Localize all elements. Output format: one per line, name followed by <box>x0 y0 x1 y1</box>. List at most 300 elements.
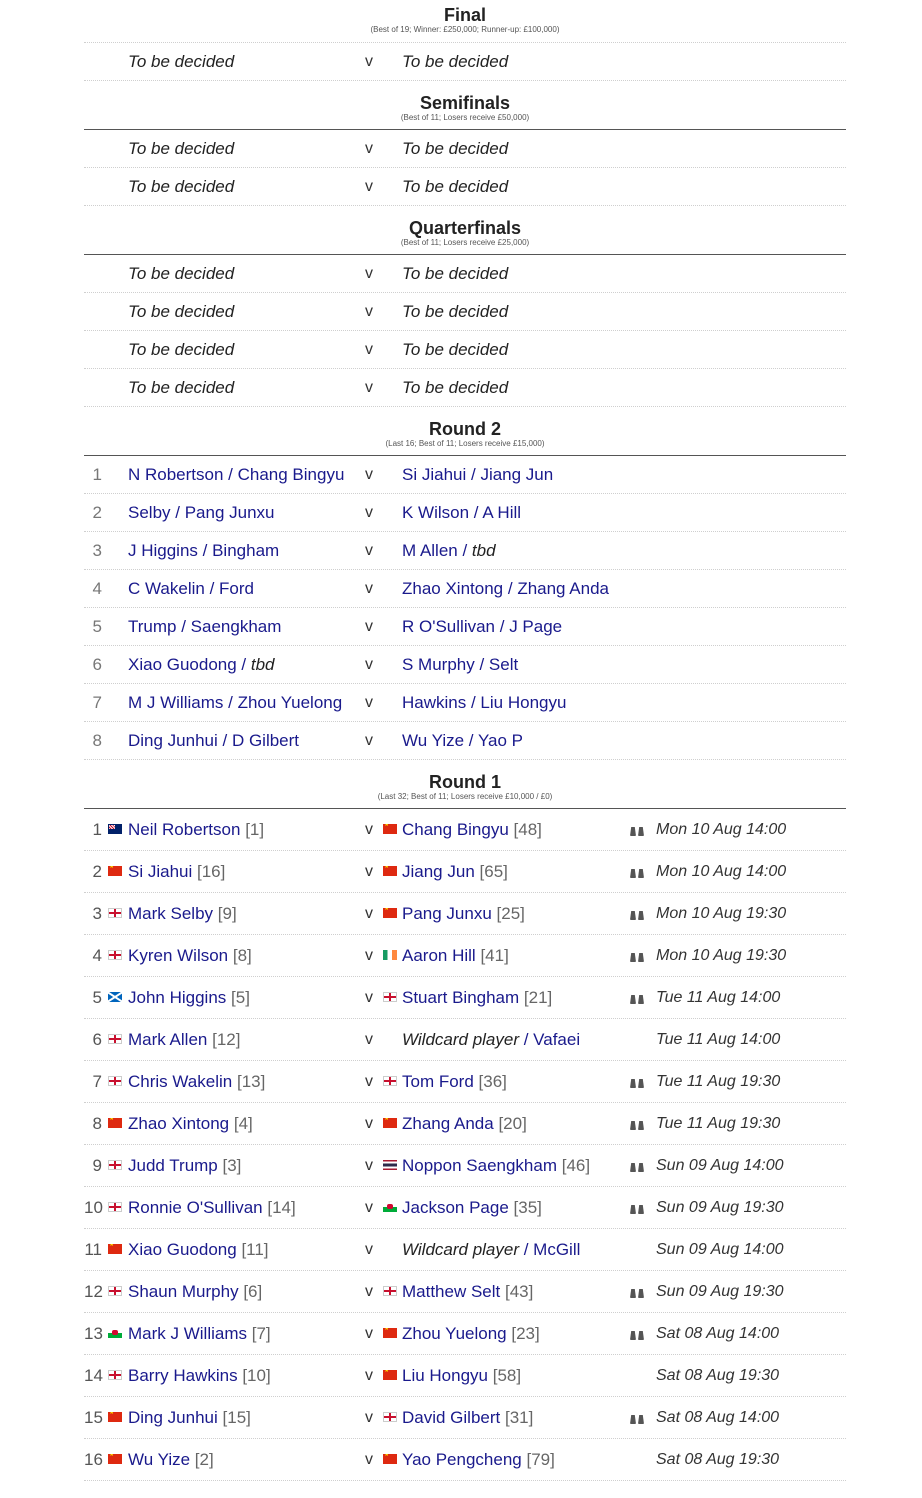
player-one <box>128 809 264 851</box>
round2-list <box>84 456 846 760</box>
player-link[interactable]: Saengkham <box>190 617 282 636</box>
player-one <box>128 1271 262 1313</box>
match-number: 6 <box>92 655 102 674</box>
player-link[interactable]: N Robertson <box>128 465 224 484</box>
flag-chn-icon <box>383 866 397 876</box>
round2-match <box>84 494 846 532</box>
seed-label: [8] <box>232 946 252 965</box>
versus-label: v <box>365 1409 373 1426</box>
match-right-player: To be decided <box>402 264 509 283</box>
flag-image <box>383 992 397 1002</box>
player-one <box>128 1145 241 1187</box>
player-one <box>128 851 225 893</box>
seed-label: [23] <box>511 1324 540 1343</box>
seed-label: [79] <box>526 1450 555 1469</box>
round2-match <box>84 570 846 608</box>
player-one <box>128 1397 251 1439</box>
match-number: 11 <box>84 1240 102 1259</box>
round2-match <box>84 684 846 722</box>
flag-image <box>108 824 122 834</box>
seed-label: [14] <box>267 1198 296 1217</box>
flag-wal-icon <box>108 1328 122 1338</box>
round1-match <box>84 1145 846 1187</box>
player-link[interactable]: Selby <box>128 503 171 522</box>
player-two <box>402 1229 580 1271</box>
round1-subtitle: (Last 32; Best of 11; Losers receive £10,000 / £0) <box>377 792 553 801</box>
flag-image <box>383 1160 397 1170</box>
player-one <box>128 1187 296 1229</box>
match-number: 8 <box>92 731 102 750</box>
tv-broadcast-icon <box>629 1328 645 1340</box>
round1-list <box>84 809 846 1481</box>
match-number: 7 <box>92 1072 102 1091</box>
match-right-player: To be decided <box>402 139 509 158</box>
match-number: 12 <box>84 1282 103 1301</box>
player-link[interactable]: Barry Hawkins <box>128 1366 238 1385</box>
player-link[interactable]: Mark J Williams <box>128 1324 247 1343</box>
flag-image <box>383 866 397 876</box>
versus-label: v <box>365 1325 373 1342</box>
versus-label: v <box>365 542 373 559</box>
round1-match <box>84 977 846 1019</box>
match-left-player: To be decided <box>128 139 235 158</box>
separator: / <box>519 1240 534 1259</box>
flag-image <box>108 1370 122 1380</box>
versus-label: v <box>365 732 373 749</box>
match-left-player: To be decided <box>128 177 235 196</box>
match-time: Mon 10 Aug 19:30 <box>656 905 787 922</box>
seed-label: [46] <box>561 1156 591 1175</box>
player-link[interactable]: M Allen <box>402 541 458 560</box>
versus-label: v <box>365 178 373 195</box>
player-link[interactable]: McGill <box>533 1240 581 1259</box>
tv-icon-shape <box>629 1118 645 1130</box>
player-two <box>402 935 509 977</box>
match-right-pair: Wu Yize / Yao P <box>402 731 523 750</box>
flag-chn-icon <box>108 1118 122 1128</box>
player-link[interactable]: S Murphy <box>402 655 475 674</box>
flag-wal-icon <box>383 1202 397 1212</box>
player-link[interactable]: Si Jiahui <box>402 465 467 484</box>
flag-eng-icon <box>108 1370 122 1380</box>
flag-chn-icon <box>383 1118 397 1128</box>
match-number: 6 <box>92 1030 102 1049</box>
player-link[interactable]: John Higgins <box>128 988 227 1007</box>
versus-label: v <box>365 265 373 282</box>
flag-image <box>108 1412 122 1422</box>
player-link[interactable]: Stuart Bingham <box>402 988 520 1007</box>
seed-label: [65] <box>479 862 508 881</box>
player-two <box>402 1061 507 1103</box>
flag-image <box>108 1076 122 1086</box>
player-link[interactable]: Jackson Page <box>402 1198 509 1217</box>
match-time: Sun 09 Aug 14:00 <box>656 1241 784 1258</box>
match-right-pair: K Wilson / A Hill <box>402 503 522 522</box>
match-time: Sat 08 Aug 14:00 <box>656 1409 780 1426</box>
flag-image <box>108 1202 122 1212</box>
player-link[interactable]: R O'Sullivan <box>402 617 496 636</box>
tv-icon-shape <box>629 1076 645 1088</box>
player-link[interactable]: Chang Bingyu <box>237 465 345 484</box>
player-link[interactable]: Ford <box>219 579 254 598</box>
match-time: Sat 08 Aug 19:30 <box>656 1367 780 1384</box>
versus-label: v <box>365 303 373 320</box>
match-number: 2 <box>92 862 102 881</box>
tv-broadcast-icon <box>629 1286 645 1298</box>
flag-eng-icon <box>383 1076 397 1086</box>
flag-eng-icon <box>108 1202 122 1212</box>
final-title: Final <box>443 5 486 25</box>
player-link[interactable]: Trump <box>128 617 177 636</box>
player-one <box>128 1061 265 1103</box>
match-right-player: To be decided <box>402 52 509 71</box>
player-link[interactable]: Chris Wakelin <box>128 1072 233 1091</box>
player-one <box>128 935 252 977</box>
versus-label: v <box>365 580 373 597</box>
tv-broadcast-icon <box>629 866 645 878</box>
versus-label: v <box>365 1241 373 1258</box>
player-one <box>128 893 237 935</box>
quarterfinal-match <box>84 255 846 293</box>
player-link[interactable]: Kyren Wilson <box>128 946 229 965</box>
player-two <box>402 1397 533 1439</box>
flag-image <box>108 1118 122 1128</box>
player-link[interactable]: Shaun Murphy <box>128 1282 239 1301</box>
player-link[interactable]: A Hill <box>482 503 522 522</box>
player-link[interactable]: Mark Selby <box>128 904 214 923</box>
seed-label: [58] <box>492 1366 522 1385</box>
player-two <box>402 1103 527 1145</box>
tv-broadcast-icon <box>629 824 645 836</box>
seed-label: [15] <box>222 1408 251 1427</box>
flag-image <box>383 1412 397 1422</box>
tv-broadcast-icon <box>629 1076 645 1088</box>
seed-label: [10] <box>242 1366 271 1385</box>
flag-eng-icon <box>108 1286 122 1296</box>
match-time: Mon 10 Aug 14:00 <box>656 821 787 838</box>
tv-broadcast-icon <box>629 1118 645 1130</box>
flag-chn-icon <box>108 1412 122 1422</box>
flag-image <box>383 1370 397 1380</box>
versus-label: v <box>365 947 373 964</box>
match-left-pair: N Robertson / Chang Bingyu <box>128 465 345 484</box>
semifinals-subtitle: (Best of 11; Losers receive £50,000) <box>400 113 530 122</box>
player-link[interactable]: Vafaei <box>533 1030 581 1049</box>
match-number: 5 <box>92 617 102 636</box>
versus-label: v <box>365 618 373 635</box>
player-link[interactable]: Matthew Selt <box>402 1282 501 1301</box>
match-left-pair: J Higgins / Bingham <box>128 541 280 560</box>
player-link[interactable]: Xiao Guodong <box>128 1240 237 1259</box>
player-link[interactable]: Hawkins <box>402 693 467 712</box>
flag-image <box>108 1286 122 1296</box>
player-one <box>128 1103 253 1145</box>
match-time: Tue 11 Aug 19:30 <box>656 1115 781 1132</box>
tv-icon-shape <box>629 908 645 920</box>
player-link[interactable]: Yao Pengcheng <box>402 1450 522 1469</box>
bracket <box>84 0 846 1481</box>
flag-eng-icon <box>383 1286 397 1296</box>
round1-match <box>84 1271 846 1313</box>
seed-label: [43] <box>505 1282 534 1301</box>
round1-match <box>84 1019 846 1061</box>
round1-match <box>84 1439 846 1481</box>
flag-chn-icon <box>108 866 122 876</box>
round2-match <box>84 456 846 494</box>
player-link[interactable]: Selt <box>488 655 519 674</box>
tv-icon-shape <box>629 1328 645 1340</box>
player-link[interactable]: Zhang Anda <box>517 579 610 598</box>
player-link[interactable]: Pang Junxu <box>402 904 492 923</box>
flag-eng-icon <box>108 950 122 960</box>
round2-match <box>84 646 846 684</box>
round2-match <box>84 722 846 760</box>
player-link[interactable]: Yao P <box>477 731 523 750</box>
player-two <box>402 851 508 893</box>
flag-eng-icon <box>108 1034 122 1044</box>
match-number: 13 <box>84 1324 103 1343</box>
round2-header <box>84 407 846 455</box>
seed-label: [31] <box>505 1408 534 1427</box>
tv-icon-shape <box>629 1160 645 1172</box>
round1-match <box>84 851 846 893</box>
match-number: 14 <box>84 1366 103 1385</box>
wildcard-label: Wildcard player <box>402 1240 519 1259</box>
quarterfinal-match <box>84 293 846 331</box>
player-link[interactable]: Chang Bingyu <box>402 820 509 839</box>
flag-chn-icon <box>108 1244 122 1254</box>
seed-label: [25] <box>496 904 525 923</box>
round1-match <box>84 1313 846 1355</box>
player-link[interactable]: Noppon Saengkham <box>402 1156 558 1175</box>
seed-label: [41] <box>480 946 509 965</box>
flag-image <box>108 950 122 960</box>
final-match <box>84 43 846 81</box>
round1-match <box>84 1187 846 1229</box>
player-link[interactable]: Liu Hongyu <box>480 693 567 712</box>
flag-image <box>383 1328 397 1338</box>
player-link[interactable]: Ronnie O'Sullivan <box>128 1198 263 1217</box>
player-one <box>128 1019 240 1061</box>
player-link[interactable]: Zhang Anda <box>402 1114 494 1133</box>
round2-match <box>84 608 846 646</box>
round1-match <box>84 1103 846 1145</box>
player-link[interactable]: Mark Allen <box>128 1030 208 1049</box>
versus-label: v <box>365 1073 373 1090</box>
versus-label: v <box>365 1283 373 1300</box>
versus-label: v <box>365 656 373 673</box>
player-link[interactable]: M J Williams <box>128 693 224 712</box>
match-right-player: To be decided <box>402 378 509 397</box>
tv-broadcast-icon <box>629 992 645 1004</box>
match-number: 5 <box>92 988 102 1007</box>
versus-label: v <box>365 1367 373 1384</box>
match-number: 2 <box>92 503 102 522</box>
match-left-player: To be decided <box>128 52 235 71</box>
tv-icon-shape <box>629 1412 645 1424</box>
player-link[interactable]: Judd Trump <box>128 1156 218 1175</box>
flag-image <box>108 1454 122 1464</box>
match-left-pair: C Wakelin / Ford <box>128 579 254 598</box>
match-number: 3 <box>92 541 102 560</box>
flag-image <box>383 1076 397 1086</box>
match-number: 16 <box>84 1450 103 1469</box>
player-link[interactable]: Jiang Jun <box>402 862 475 881</box>
player-one <box>128 1355 271 1397</box>
match-time: Tue 11 Aug 14:00 <box>656 989 781 1006</box>
player-link[interactable]: Pang Junxu <box>184 503 275 522</box>
flag-image <box>383 1118 397 1128</box>
player-two <box>402 1145 590 1187</box>
round1-match <box>84 935 846 977</box>
match-left-pair: Xiao Guodong / tbd <box>128 655 275 674</box>
player-two <box>402 1439 555 1481</box>
match-time: Sun 09 Aug 19:30 <box>656 1199 784 1216</box>
player-two <box>402 893 525 935</box>
semifinal-match <box>84 130 846 168</box>
match-left-player: To be decided <box>128 378 235 397</box>
seed-label: [48] <box>513 820 542 839</box>
semifinals-header <box>84 81 846 129</box>
tv-icon-shape <box>629 866 645 878</box>
flag-eng-icon <box>108 1160 122 1170</box>
versus-label: v <box>365 905 373 922</box>
match-time: Mon 10 Aug 19:30 <box>656 947 787 964</box>
player-link[interactable]: C Wakelin <box>128 579 205 598</box>
match-time: Sat 08 Aug 19:30 <box>656 1451 780 1468</box>
round1-match <box>84 1229 846 1271</box>
player-link[interactable]: J Page <box>509 617 563 636</box>
tv-icon-shape <box>629 1286 645 1298</box>
round1-match <box>84 1397 846 1439</box>
flag-image <box>383 824 397 834</box>
player-link[interactable]: Zhou Yuelong <box>237 693 343 712</box>
versus-label: v <box>365 1199 373 1216</box>
seed-label: [5] <box>231 988 250 1007</box>
match-right-pair: S Murphy / Selt <box>402 655 519 674</box>
player-link[interactable]: D Gilbert <box>231 731 300 750</box>
tbd-label: tbd <box>250 655 275 674</box>
player-link[interactable]: Ding Junhui <box>128 731 218 750</box>
semifinal-match <box>84 168 846 206</box>
player-link[interactable]: Liu Hongyu <box>402 1366 489 1385</box>
seed-label: [9] <box>217 904 237 923</box>
match-left-player: To be decided <box>128 340 235 359</box>
player-link[interactable]: Zhou Yuelong <box>402 1324 507 1343</box>
player-link[interactable]: Wu Yize <box>128 1450 191 1469</box>
player-two <box>402 1313 540 1355</box>
player-link[interactable]: Zhao Xintong <box>402 579 504 598</box>
player-link[interactable]: Si Jiahui <box>128 862 193 881</box>
player-link[interactable]: J Higgins <box>128 541 198 560</box>
player-one <box>128 977 250 1019</box>
versus-label: v <box>365 863 373 880</box>
flag-eng-icon <box>108 908 122 918</box>
seed-label: [20] <box>498 1114 527 1133</box>
match-time: Mon 10 Aug 14:00 <box>656 863 787 880</box>
player-link[interactable]: K Wilson <box>402 503 470 522</box>
flag-eng-icon <box>383 1412 397 1422</box>
match-right-player: To be decided <box>402 340 509 359</box>
match-number: 1 <box>92 820 102 839</box>
tv-icon-shape <box>629 1202 645 1214</box>
match-right-pair: Zhao Xintong / Zhang Anda <box>402 579 610 598</box>
versus-label: v <box>365 821 373 838</box>
player-one <box>128 1229 269 1271</box>
player-link[interactable]: Tom Ford <box>402 1072 474 1091</box>
versus-label: v <box>365 1115 373 1132</box>
round1-match <box>84 1061 846 1103</box>
versus-label: v <box>365 1031 373 1048</box>
player-one <box>128 1313 271 1355</box>
tv-icon-shape <box>629 950 645 962</box>
player-link[interactable]: David Gilbert <box>402 1408 501 1427</box>
seed-label: [11] <box>241 1240 269 1259</box>
flag-aus-icon <box>108 824 122 834</box>
seed-label: [16] <box>197 862 226 881</box>
tv-broadcast-icon <box>629 1412 645 1424</box>
player-link[interactable]: Jiang Jun <box>480 465 554 484</box>
quarterfinals-subtitle: (Best of 11; Losers receive £25,000) <box>400 238 530 247</box>
flag-image <box>383 1202 397 1212</box>
quarterfinals-header <box>84 206 846 254</box>
player-two <box>402 1355 521 1397</box>
flag-eng-icon <box>383 992 397 1002</box>
tbd-label: tbd <box>471 541 496 560</box>
quarterfinal-match <box>84 369 846 407</box>
versus-label: v <box>365 379 373 396</box>
player-two <box>402 809 542 851</box>
seed-label: [1] <box>245 820 265 839</box>
match-right-pair: R O'Sullivan / J Page <box>402 617 563 636</box>
match-left-pair: Trump / Saengkham <box>128 617 282 636</box>
versus-label: v <box>365 1451 373 1468</box>
flag-image <box>383 1286 397 1296</box>
match-left-pair: Ding Junhui / D Gilbert <box>128 731 300 750</box>
round1-title: Round 1 <box>429 772 501 792</box>
match-left-pair: Selby / Pang Junxu <box>128 503 275 522</box>
player-link[interactable]: Neil Robertson <box>128 820 241 839</box>
match-number: 1 <box>92 465 102 484</box>
match-right-pair: Hawkins / Liu Hongyu <box>402 693 567 712</box>
tv-icon-shape <box>629 824 645 836</box>
player-link[interactable]: Bingham <box>212 541 280 560</box>
seed-label: [36] <box>478 1072 507 1091</box>
match-number: 9 <box>92 1156 102 1175</box>
player-one <box>128 1439 214 1481</box>
round2-match <box>84 532 846 570</box>
player-link[interactable]: Ding Junhui <box>128 1408 218 1427</box>
match-number: 8 <box>92 1114 102 1133</box>
versus-label: v <box>365 341 373 358</box>
separator: / <box>519 1030 534 1049</box>
match-left-player: To be decided <box>128 302 235 321</box>
flag-eng-icon <box>108 1076 122 1086</box>
flag-chn-icon <box>383 824 397 834</box>
match-number: 7 <box>92 693 102 712</box>
flag-chn-icon <box>383 908 397 918</box>
quarterfinals-title: Quarterfinals <box>408 218 522 238</box>
match-time: Tue 11 Aug 19:30 <box>656 1073 781 1090</box>
round1-header <box>84 760 846 808</box>
final-header <box>84 0 846 42</box>
player-two <box>402 1019 580 1061</box>
player-link[interactable]: Zhao Xintong <box>128 1114 230 1133</box>
player-link[interactable]: Aaron Hill <box>402 946 476 965</box>
player-link[interactable]: Xiao Guodong <box>128 655 237 674</box>
flag-image <box>108 1160 122 1170</box>
player-link[interactable]: Wu Yize <box>402 731 465 750</box>
